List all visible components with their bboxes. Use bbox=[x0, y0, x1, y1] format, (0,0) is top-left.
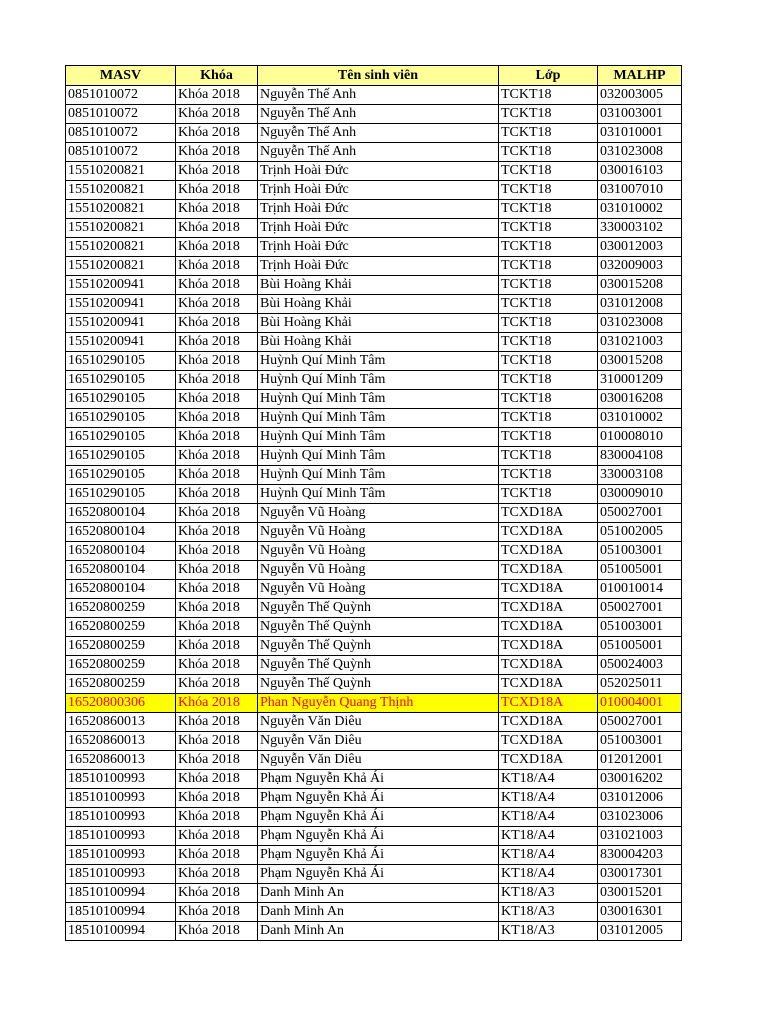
cell-masv[interactable]: 16510290105 bbox=[66, 390, 176, 409]
cell-malhp[interactable]: 051005001 bbox=[598, 561, 682, 580]
cell-malhp[interactable]: 030016202 bbox=[598, 770, 682, 789]
cell-khoa[interactable]: Khóa 2018 bbox=[176, 561, 258, 580]
cell-masv[interactable]: 16520800104 bbox=[66, 504, 176, 523]
cell-lop[interactable]: TCXD18A bbox=[499, 618, 598, 637]
table-row bbox=[66, 409, 682, 428]
cell-khoa[interactable]: Khóa 2018 bbox=[176, 903, 258, 922]
cell-malhp[interactable]: 830004108 bbox=[598, 447, 682, 466]
table-row bbox=[66, 428, 682, 447]
cell-lop[interactable]: TCKT18 bbox=[499, 276, 598, 295]
cell-malhp[interactable]: 012012001 bbox=[598, 751, 682, 770]
cell-malhp[interactable]: 830004203 bbox=[598, 846, 682, 865]
cell-malhp[interactable]: 030015208 bbox=[598, 276, 682, 295]
cell-malhp[interactable]: 030015201 bbox=[598, 884, 682, 903]
cell-lop[interactable]: TCKT18 bbox=[499, 466, 598, 485]
student-table bbox=[65, 65, 682, 941]
table-row bbox=[66, 846, 682, 865]
cell-masv[interactable]: 15510200821 bbox=[66, 257, 176, 276]
cell-masv[interactable]: 18510100993 bbox=[66, 865, 176, 884]
table-row bbox=[66, 390, 682, 409]
cell-malhp[interactable]: 050027001 bbox=[598, 713, 682, 732]
cell-khoa[interactable]: Khóa 2018 bbox=[176, 789, 258, 808]
cell-khoa[interactable]: Khóa 2018 bbox=[176, 751, 258, 770]
cell-khoa[interactable]: Khóa 2018 bbox=[176, 333, 258, 352]
cell-ten-sinh-vien[interactable]: Nguyễn Văn Diêu bbox=[258, 713, 499, 732]
cell-masv[interactable]: 15510200821 bbox=[66, 200, 176, 219]
cell-khoa[interactable]: Khóa 2018 bbox=[176, 295, 258, 314]
table-row bbox=[66, 713, 682, 732]
cell-ten-sinh-vien[interactable]: Nguyễn Văn Diêu bbox=[258, 751, 499, 770]
table-row bbox=[66, 637, 682, 656]
cell-malhp[interactable]: 010010014 bbox=[598, 580, 682, 599]
cell-masv[interactable]: 16520860013 bbox=[66, 732, 176, 751]
cell-khoa[interactable]: Khóa 2018 bbox=[176, 200, 258, 219]
cell-malhp[interactable]: 030016301 bbox=[598, 903, 682, 922]
cell-khoa[interactable]: Khóa 2018 bbox=[176, 656, 258, 675]
cell-masv[interactable]: 15510200821 bbox=[66, 181, 176, 200]
cell-masv[interactable]: 0851010072 bbox=[66, 105, 176, 124]
cell-masv[interactable]: 15510200941 bbox=[66, 333, 176, 352]
cell-malhp[interactable]: 031023008 bbox=[598, 314, 682, 333]
table-row bbox=[66, 200, 682, 219]
cell-malhp[interactable]: 051005001 bbox=[598, 637, 682, 656]
cell-ten-sinh-vien[interactable]: Nguyễn Vũ Hoàng bbox=[258, 542, 499, 561]
cell-ten-sinh-vien[interactable]: Nguyễn Thế Anh bbox=[258, 124, 499, 143]
cell-ten-sinh-vien[interactable]: Phạm Nguyễn Khả Ái bbox=[258, 827, 499, 846]
table-row bbox=[66, 922, 682, 941]
cell-lop[interactable]: TCKT18 bbox=[499, 314, 598, 333]
cell-malhp[interactable]: 030017301 bbox=[598, 865, 682, 884]
cell-khoa[interactable]: Khóa 2018 bbox=[176, 580, 258, 599]
cell-masv[interactable]: 15510200941 bbox=[66, 276, 176, 295]
cell-masv[interactable]: 15510200821 bbox=[66, 162, 176, 181]
cell-khoa[interactable]: Khóa 2018 bbox=[176, 504, 258, 523]
table-row bbox=[66, 618, 682, 637]
cell-malhp[interactable]: 310001209 bbox=[598, 371, 682, 390]
table-row bbox=[66, 162, 682, 181]
cell-lop[interactable]: TCKT18 bbox=[499, 162, 598, 181]
cell-lop[interactable]: TCXD18A bbox=[499, 732, 598, 751]
table-row bbox=[66, 504, 682, 523]
cell-lop[interactable]: TCKT18 bbox=[499, 105, 598, 124]
cell-ten-sinh-vien[interactable]: Danh Minh An bbox=[258, 903, 499, 922]
cell-malhp[interactable]: 030012003 bbox=[598, 238, 682, 257]
cell-ten-sinh-vien[interactable]: Huỳnh Quí Minh Tâm bbox=[258, 485, 499, 504]
cell-khoa[interactable]: Khóa 2018 bbox=[176, 219, 258, 238]
cell-lop[interactable]: TCXD18A bbox=[499, 504, 598, 523]
cell-malhp[interactable]: 030016103 bbox=[598, 162, 682, 181]
cell-ten-sinh-vien[interactable]: Nguyễn Thế Quỳnh bbox=[258, 656, 499, 675]
cell-malhp[interactable]: 031010002 bbox=[598, 409, 682, 428]
cell-lop[interactable]: TCKT18 bbox=[499, 295, 598, 314]
cell-malhp[interactable]: 031012006 bbox=[598, 789, 682, 808]
cell-lop[interactable]: TCXD18A bbox=[499, 694, 598, 713]
cell-ten-sinh-vien[interactable]: Nguyễn Vũ Hoàng bbox=[258, 504, 499, 523]
table-row bbox=[66, 314, 682, 333]
table-row bbox=[66, 257, 682, 276]
cell-khoa[interactable]: Khóa 2018 bbox=[176, 675, 258, 694]
table-row bbox=[66, 143, 682, 162]
table-row bbox=[66, 333, 682, 352]
cell-khoa[interactable]: Khóa 2018 bbox=[176, 352, 258, 371]
cell-khoa[interactable]: Khóa 2018 bbox=[176, 162, 258, 181]
cell-khoa[interactable]: Khóa 2018 bbox=[176, 618, 258, 637]
cell-malhp[interactable]: 050027001 bbox=[598, 504, 682, 523]
cell-lop[interactable]: TCXD18A bbox=[499, 751, 598, 770]
cell-lop[interactable]: TCXD18A bbox=[499, 637, 598, 656]
cell-lop[interactable]: TCXD18A bbox=[499, 523, 598, 542]
cell-khoa[interactable]: Khóa 2018 bbox=[176, 105, 258, 124]
table-row bbox=[66, 86, 682, 105]
cell-masv[interactable]: 16520800259 bbox=[66, 599, 176, 618]
cell-khoa[interactable]: Khóa 2018 bbox=[176, 314, 258, 333]
cell-lop[interactable]: TCKT18 bbox=[499, 143, 598, 162]
cell-malhp[interactable]: 051003001 bbox=[598, 542, 682, 561]
cell-masv[interactable]: 16520800104 bbox=[66, 561, 176, 580]
table-row bbox=[66, 675, 682, 694]
cell-masv[interactable]: 16520800259 bbox=[66, 675, 176, 694]
cell-masv[interactable]: 18510100994 bbox=[66, 903, 176, 922]
cell-ten-sinh-vien[interactable]: Nguyễn Văn Diêu bbox=[258, 732, 499, 751]
cell-khoa[interactable]: Khóa 2018 bbox=[176, 542, 258, 561]
cell-ten-sinh-vien[interactable]: Nguyễn Thế Quỳnh bbox=[258, 599, 499, 618]
cell-ten-sinh-vien[interactable]: Phạm Nguyễn Khả Ái bbox=[258, 808, 499, 827]
cell-ten-sinh-vien[interactable]: Huỳnh Quí Minh Tâm bbox=[258, 371, 499, 390]
cell-malhp[interactable]: 031010001 bbox=[598, 124, 682, 143]
cell-ten-sinh-vien[interactable]: Huỳnh Quí Minh Tâm bbox=[258, 409, 499, 428]
table-row bbox=[66, 181, 682, 200]
cell-ten-sinh-vien[interactable]: Bùi Hoàng Khải bbox=[258, 333, 499, 352]
table-row bbox=[66, 466, 682, 485]
cell-masv[interactable]: 18510100994 bbox=[66, 884, 176, 903]
cell-malhp[interactable]: 031012005 bbox=[598, 922, 682, 941]
cell-masv[interactable]: 15510200821 bbox=[66, 238, 176, 257]
cell-ten-sinh-vien[interactable]: Phan Nguyễn Quang Thịnh bbox=[258, 694, 499, 713]
table-row bbox=[66, 276, 682, 295]
cell-ten-sinh-vien[interactable]: Huỳnh Quí Minh Tâm bbox=[258, 466, 499, 485]
cell-lop[interactable]: TCKT18 bbox=[499, 86, 598, 105]
cell-masv[interactable]: 16520800259 bbox=[66, 618, 176, 637]
cell-khoa[interactable]: Khóa 2018 bbox=[176, 884, 258, 903]
cell-lop[interactable]: TCKT18 bbox=[499, 219, 598, 238]
table-row bbox=[66, 371, 682, 390]
cell-masv[interactable]: 0851010072 bbox=[66, 124, 176, 143]
cell-lop[interactable]: KT18/A4 bbox=[499, 827, 598, 846]
cell-masv[interactable]: 16520800104 bbox=[66, 523, 176, 542]
table-row bbox=[66, 238, 682, 257]
table-row-highlighted bbox=[66, 694, 682, 713]
cell-khoa[interactable]: Khóa 2018 bbox=[176, 181, 258, 200]
cell-malhp[interactable]: 031021003 bbox=[598, 827, 682, 846]
table-row bbox=[66, 580, 682, 599]
header-row bbox=[66, 66, 682, 86]
cell-ten-sinh-vien[interactable]: Nguyễn Thế Quỳnh bbox=[258, 618, 499, 637]
cell-ten-sinh-vien[interactable]: Nguyễn Vũ Hoàng bbox=[258, 523, 499, 542]
table-row bbox=[66, 447, 682, 466]
cell-masv[interactable]: 15510200941 bbox=[66, 295, 176, 314]
cell-khoa[interactable]: Khóa 2018 bbox=[176, 694, 258, 713]
cell-khoa[interactable]: Khóa 2018 bbox=[176, 447, 258, 466]
table-row bbox=[66, 903, 682, 922]
table-row bbox=[66, 656, 682, 675]
table-row bbox=[66, 789, 682, 808]
cell-malhp[interactable]: 031023006 bbox=[598, 808, 682, 827]
cell-masv[interactable]: 16520800259 bbox=[66, 637, 176, 656]
cell-ten-sinh-vien[interactable]: Nguyễn Thế Anh bbox=[258, 86, 499, 105]
cell-masv[interactable]: 18510100993 bbox=[66, 770, 176, 789]
cell-ten-sinh-vien[interactable]: Huỳnh Quí Minh Tâm bbox=[258, 428, 499, 447]
header-lop[interactable]: Lớp bbox=[499, 66, 598, 86]
table-row bbox=[66, 542, 682, 561]
cell-khoa[interactable]: Khóa 2018 bbox=[176, 276, 258, 295]
cell-masv[interactable]: 16520860013 bbox=[66, 751, 176, 770]
table-row bbox=[66, 884, 682, 903]
table-row bbox=[66, 219, 682, 238]
table-row bbox=[66, 599, 682, 618]
cell-khoa[interactable]: Khóa 2018 bbox=[176, 86, 258, 105]
cell-masv[interactable]: 16510290105 bbox=[66, 485, 176, 504]
cell-lop[interactable]: TCKT18 bbox=[499, 333, 598, 352]
table-row bbox=[66, 827, 682, 846]
cell-ten-sinh-vien[interactable]: Phạm Nguyễn Khả Ái bbox=[258, 865, 499, 884]
cell-ten-sinh-vien[interactable]: Trịnh Hoài Đức bbox=[258, 257, 499, 276]
cell-khoa[interactable]: Khóa 2018 bbox=[176, 409, 258, 428]
cell-lop[interactable]: TCXD18A bbox=[499, 561, 598, 580]
cell-ten-sinh-vien[interactable]: Trịnh Hoài Đức bbox=[258, 200, 499, 219]
header-masv[interactable]: MASV bbox=[66, 66, 176, 86]
cell-ten-sinh-vien[interactable]: Nguyễn Thế Anh bbox=[258, 105, 499, 124]
cell-malhp[interactable]: 051003001 bbox=[598, 618, 682, 637]
cell-ten-sinh-vien[interactable]: Huỳnh Quí Minh Tâm bbox=[258, 390, 499, 409]
cell-khoa[interactable]: Khóa 2018 bbox=[176, 732, 258, 751]
cell-khoa[interactable]: Khóa 2018 bbox=[176, 466, 258, 485]
cell-lop[interactable]: TCKT18 bbox=[499, 390, 598, 409]
cell-malhp[interactable]: 030015208 bbox=[598, 352, 682, 371]
cell-khoa[interactable]: Khóa 2018 bbox=[176, 143, 258, 162]
cell-ten-sinh-vien[interactable]: Nguyễn Thế Anh bbox=[258, 143, 499, 162]
cell-khoa[interactable]: Khóa 2018 bbox=[176, 371, 258, 390]
cell-malhp[interactable]: 032009003 bbox=[598, 257, 682, 276]
cell-lop[interactable]: TCKT18 bbox=[499, 124, 598, 143]
cell-masv[interactable]: 16510290105 bbox=[66, 447, 176, 466]
cell-masv[interactable]: 16510290105 bbox=[66, 466, 176, 485]
cell-masv[interactable]: 16510290105 bbox=[66, 428, 176, 447]
table-row bbox=[66, 295, 682, 314]
cell-malhp[interactable]: 052025011 bbox=[598, 675, 682, 694]
cell-ten-sinh-vien[interactable]: Huỳnh Quí Minh Tâm bbox=[258, 352, 499, 371]
cell-malhp[interactable]: 051003001 bbox=[598, 732, 682, 751]
cell-khoa[interactable]: Khóa 2018 bbox=[176, 808, 258, 827]
cell-khoa[interactable]: Khóa 2018 bbox=[176, 124, 258, 143]
cell-masv[interactable]: 18510100993 bbox=[66, 789, 176, 808]
cell-malhp[interactable]: 050024003 bbox=[598, 656, 682, 675]
cell-ten-sinh-vien[interactable]: Nguyễn Vũ Hoàng bbox=[258, 580, 499, 599]
cell-masv[interactable]: 16510290105 bbox=[66, 352, 176, 371]
cell-lop[interactable]: TCKT18 bbox=[499, 447, 598, 466]
cell-khoa[interactable]: Khóa 2018 bbox=[176, 485, 258, 504]
cell-malhp[interactable]: 330003102 bbox=[598, 219, 682, 238]
cell-lop[interactable]: TCKT18 bbox=[499, 181, 598, 200]
cell-lop[interactable]: TCKT18 bbox=[499, 409, 598, 428]
cell-masv[interactable]: 18510100993 bbox=[66, 808, 176, 827]
table-row bbox=[66, 751, 682, 770]
cell-lop[interactable]: TCXD18A bbox=[499, 542, 598, 561]
cell-lop[interactable]: KT18/A3 bbox=[499, 922, 598, 941]
cell-malhp[interactable]: 031012008 bbox=[598, 295, 682, 314]
cell-malhp[interactable]: 031021003 bbox=[598, 333, 682, 352]
cell-masv[interactable]: 16520800104 bbox=[66, 542, 176, 561]
cell-khoa[interactable]: Khóa 2018 bbox=[176, 523, 258, 542]
table-row bbox=[66, 523, 682, 542]
table-body bbox=[66, 86, 682, 941]
cell-ten-sinh-vien[interactable]: Nguyễn Vũ Hoàng bbox=[258, 561, 499, 580]
cell-masv[interactable]: 16520860013 bbox=[66, 713, 176, 732]
cell-malhp[interactable]: 050027001 bbox=[598, 599, 682, 618]
cell-lop[interactable]: TCXD18A bbox=[499, 713, 598, 732]
table-row bbox=[66, 865, 682, 884]
cell-masv[interactable]: 16510290105 bbox=[66, 371, 176, 390]
cell-masv[interactable]: 18510100993 bbox=[66, 846, 176, 865]
cell-masv[interactable]: 16520800259 bbox=[66, 656, 176, 675]
cell-malhp[interactable]: 032003005 bbox=[598, 86, 682, 105]
cell-ten-sinh-vien[interactable]: Nguyễn Thế Quỳnh bbox=[258, 637, 499, 656]
cell-ten-sinh-vien[interactable]: Trịnh Hoài Đức bbox=[258, 238, 499, 257]
cell-khoa[interactable]: Khóa 2018 bbox=[176, 599, 258, 618]
cell-ten-sinh-vien[interactable]: Nguyễn Thế Quỳnh bbox=[258, 675, 499, 694]
cell-malhp[interactable]: 031007010 bbox=[598, 181, 682, 200]
cell-malhp[interactable]: 010004001 bbox=[598, 694, 682, 713]
cell-lop[interactable]: KT18/A3 bbox=[499, 884, 598, 903]
cell-khoa[interactable]: Khóa 2018 bbox=[176, 637, 258, 656]
cell-masv[interactable]: 0851010072 bbox=[66, 86, 176, 105]
table-row bbox=[66, 732, 682, 751]
cell-lop[interactable]: TCXD18A bbox=[499, 656, 598, 675]
cell-lop[interactable]: TCXD18A bbox=[499, 675, 598, 694]
cell-masv[interactable]: 18510100993 bbox=[66, 827, 176, 846]
cell-ten-sinh-vien[interactable]: Huỳnh Quí Minh Tâm bbox=[258, 447, 499, 466]
cell-ten-sinh-vien[interactable]: Bùi Hoàng Khải bbox=[258, 314, 499, 333]
cell-ten-sinh-vien[interactable]: Danh Minh An bbox=[258, 884, 499, 903]
table-row bbox=[66, 124, 682, 143]
header-malhp[interactable]: MALHP bbox=[598, 66, 682, 86]
cell-ten-sinh-vien[interactable]: Trịnh Hoài Đức bbox=[258, 219, 499, 238]
cell-malhp[interactable]: 031010002 bbox=[598, 200, 682, 219]
cell-malhp[interactable]: 030016208 bbox=[598, 390, 682, 409]
cell-masv[interactable]: 15510200821 bbox=[66, 219, 176, 238]
cell-khoa[interactable]: Khóa 2018 bbox=[176, 428, 258, 447]
cell-lop[interactable]: TCKT18 bbox=[499, 428, 598, 447]
cell-ten-sinh-vien[interactable]: Phạm Nguyễn Khả Ái bbox=[258, 846, 499, 865]
cell-lop[interactable]: TCKT18 bbox=[499, 352, 598, 371]
cell-masv[interactable]: 16520800104 bbox=[66, 580, 176, 599]
cell-khoa[interactable]: Khóa 2018 bbox=[176, 390, 258, 409]
header-ten-sinh-vien[interactable]: Tên sinh viên bbox=[258, 66, 499, 86]
cell-khoa[interactable]: Khóa 2018 bbox=[176, 922, 258, 941]
cell-lop[interactable]: TCKT18 bbox=[499, 238, 598, 257]
cell-lop[interactable]: TCKT18 bbox=[499, 257, 598, 276]
cell-ten-sinh-vien[interactable]: Phạm Nguyễn Khả Ái bbox=[258, 770, 499, 789]
cell-lop[interactable]: TCXD18A bbox=[499, 599, 598, 618]
table-row bbox=[66, 561, 682, 580]
cell-khoa[interactable]: Khóa 2018 bbox=[176, 865, 258, 884]
cell-lop[interactable]: KT18/A4 bbox=[499, 789, 598, 808]
cell-lop[interactable]: TCXD18A bbox=[499, 580, 598, 599]
table-row bbox=[66, 105, 682, 124]
cell-malhp[interactable]: 031003001 bbox=[598, 105, 682, 124]
cell-malhp[interactable]: 051002005 bbox=[598, 523, 682, 542]
cell-khoa[interactable]: Khóa 2018 bbox=[176, 846, 258, 865]
cell-lop[interactable]: TCKT18 bbox=[499, 485, 598, 504]
cell-khoa[interactable]: Khóa 2018 bbox=[176, 238, 258, 257]
cell-masv[interactable]: 16520800306 bbox=[66, 694, 176, 713]
header-khoa[interactable]: Khóa bbox=[176, 66, 258, 86]
cell-masv[interactable]: 0851010072 bbox=[66, 143, 176, 162]
cell-ten-sinh-vien[interactable]: Trịnh Hoài Đức bbox=[258, 162, 499, 181]
cell-lop[interactable]: KT18/A4 bbox=[499, 808, 598, 827]
cell-lop[interactable]: TCKT18 bbox=[499, 371, 598, 390]
cell-lop[interactable]: TCKT18 bbox=[499, 200, 598, 219]
cell-malhp[interactable]: 031023008 bbox=[598, 143, 682, 162]
cell-lop[interactable]: KT18/A4 bbox=[499, 770, 598, 789]
cell-lop[interactable]: KT18/A4 bbox=[499, 865, 598, 884]
cell-ten-sinh-vien[interactable]: Danh Minh An bbox=[258, 922, 499, 941]
cell-lop[interactable]: KT18/A3 bbox=[499, 903, 598, 922]
cell-masv[interactable]: 16510290105 bbox=[66, 409, 176, 428]
cell-masv[interactable]: 18510100994 bbox=[66, 922, 176, 941]
cell-ten-sinh-vien[interactable]: Bùi Hoàng Khải bbox=[258, 276, 499, 295]
table-row bbox=[66, 808, 682, 827]
table-row bbox=[66, 770, 682, 789]
cell-khoa[interactable]: Khóa 2018 bbox=[176, 257, 258, 276]
cell-masv[interactable]: 15510200941 bbox=[66, 314, 176, 333]
table-row bbox=[66, 485, 682, 504]
cell-khoa[interactable]: Khóa 2018 bbox=[176, 770, 258, 789]
cell-malhp[interactable]: 030009010 bbox=[598, 485, 682, 504]
cell-ten-sinh-vien[interactable]: Bùi Hoàng Khải bbox=[258, 295, 499, 314]
table-row bbox=[66, 352, 682, 371]
cell-ten-sinh-vien[interactable]: Phạm Nguyễn Khả Ái bbox=[258, 789, 499, 808]
cell-malhp[interactable]: 330003108 bbox=[598, 466, 682, 485]
cell-malhp[interactable]: 010008010 bbox=[598, 428, 682, 447]
cell-khoa[interactable]: Khóa 2018 bbox=[176, 827, 258, 846]
cell-khoa[interactable]: Khóa 2018 bbox=[176, 713, 258, 732]
cell-ten-sinh-vien[interactable]: Trịnh Hoài Đức bbox=[258, 181, 499, 200]
cell-lop[interactable]: KT18/A4 bbox=[499, 846, 598, 865]
